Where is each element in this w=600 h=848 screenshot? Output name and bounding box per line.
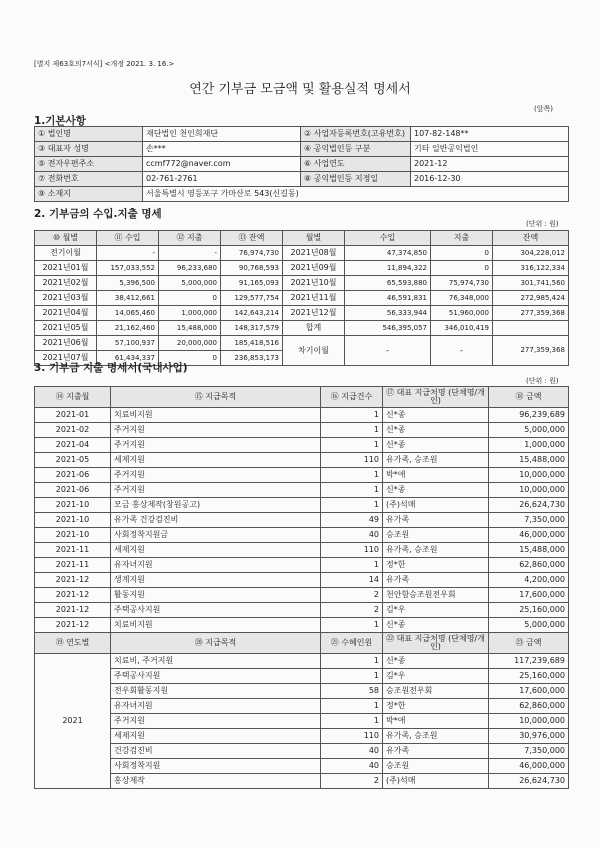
expense-row [35,483,569,498]
expense-month: 2021-10 [35,498,111,513]
yearly-beneficiaries: 1 [321,669,383,684]
income-cell: 47,374,850 [345,246,431,261]
expense-amount: 17,600,000 [489,588,569,603]
month-cell: 2021년08월 [283,246,345,261]
expense-recipient: 유가족 [383,573,489,588]
expense-purpose: 세제지원 [111,453,321,468]
section3-heading: 3. 기부금 지출 명세서(국내사업) [34,362,188,374]
expense-amount: 46,000,000 [489,528,569,543]
income-row [35,321,569,336]
yearly-recipient: 신*종 [383,654,489,669]
yearly-amount: 17,600,000 [489,684,569,699]
expense-count: 1 [321,498,383,513]
page-side-label: (앞쪽) [534,105,553,113]
expense-month: 2021-05 [35,453,111,468]
yearly-beneficiaries: 2 [321,774,383,789]
expense-purpose: 유가족 건강검진비 [111,513,321,528]
income-row [35,291,569,306]
month-cell: 전기이월 [35,246,97,261]
expense-cell: - [159,246,221,261]
balance-cell: 142,643,214 [221,306,283,321]
basic-info-row [35,172,569,187]
income-cell: 5,396,500 [97,276,159,291]
expense-amount: 25,160,000 [489,603,569,618]
expense-recipient: 유가족 [383,513,489,528]
section2-unit: (단위 : 원) [526,220,559,228]
expense-amount: 1,000,000 [489,438,569,453]
field-value: 107-82-148** [411,127,569,142]
expense-count: 40 [321,528,383,543]
expense-amount: 10,000,000 [489,468,569,483]
yearly-header-row [35,633,569,654]
expense-count: 1 [321,468,383,483]
yearly-amount: 7,350,000 [489,744,569,759]
expense-month: 2021-12 [35,573,111,588]
expense-recipient: 천안함승조원전우회 [383,588,489,603]
month-cell: 2021년05월 [35,321,97,336]
expense-month: 2021-02 [35,423,111,438]
field-label: ② 사업자등록번호(고유번호) [301,127,411,142]
income-cell: 56,333,944 [345,306,431,321]
expense-amount: 5,000,000 [489,618,569,633]
expense-cell: 0 [159,351,221,366]
income-row [35,276,569,291]
balance-cell: 301,741,560 [493,276,569,291]
expense-month: 2021-12 [35,618,111,633]
expense-count: 1 [321,618,383,633]
expense-purpose: 유자녀지원 [111,558,321,573]
expense-purpose: 세제지원 [111,543,321,558]
address-label: ⑨ 소재지 [35,187,143,202]
income-row [35,306,569,321]
expense-cell: 76,348,000 [431,291,493,306]
expense-row [35,453,569,468]
expense-purpose: 주거지원 [111,423,321,438]
column-header: ⑰ 대표 지급처명 (단체명/개인) [383,387,489,408]
field-label: ⑥ 사업연도 [301,157,411,172]
carryover-label: 차기이월 [283,336,345,366]
expense-row [35,408,569,423]
income-cell: 11,894,322 [345,261,431,276]
income-row [35,246,569,261]
expense-recipient: (주)석매 [383,498,489,513]
yearly-amount: 46,000,000 [489,759,569,774]
month-cell: 2021년07월 [35,351,97,366]
yearly-row [35,714,569,729]
expense-purpose: 치료비지원 [111,618,321,633]
balance-cell: 91,165,093 [221,276,283,291]
balance-cell [493,321,569,336]
yearly-recipient: 승조원 [383,759,489,774]
yearly-row [35,699,569,714]
expense-cell: 346,010,419 [431,321,493,336]
expense-count: 14 [321,573,383,588]
income-row [35,336,569,351]
expense-cell: 15,488,000 [159,321,221,336]
field-value: 02-761-2761 [143,172,301,187]
column-header: ㉒ 대표 지급처명 (단체명/개인) [383,633,489,654]
expense-count: 1 [321,408,383,423]
expense-recipient: 유가족, 승조원 [383,453,489,468]
expense-recipient: 유가족, 승조원 [383,543,489,558]
address-row [35,187,569,202]
expense-month: 2021-04 [35,438,111,453]
income-header-row [35,231,569,246]
expense-row [35,423,569,438]
expense-amount: 15,488,000 [489,453,569,468]
expense-count: 110 [321,453,383,468]
yearly-recipient: 박*애 [383,714,489,729]
expense-row [35,573,569,588]
expense-header-row [35,387,569,408]
column-header: ㉑ 수혜인원 [321,633,383,654]
expense-count: 49 [321,513,383,528]
field-value: 2021-12 [411,157,569,172]
yearly-amount: 10,000,000 [489,714,569,729]
expense-row [35,438,569,453]
basic-info-table [34,126,569,202]
column-header: ⑯ 지급건수 [321,387,383,408]
expense-purpose: 활동지원 [111,588,321,603]
yearly-amount: 25,160,000 [489,669,569,684]
yearly-row [35,729,569,744]
yearly-row [35,669,569,684]
expense-recipient: 김*우 [383,603,489,618]
yearly-purpose: 주택공사지원 [111,669,321,684]
expense-recipient: 신*종 [383,618,489,633]
balance-cell: 148,317,579 [221,321,283,336]
column-header: ⑳ 지급목적 [111,633,321,654]
expense-amount: 4,200,000 [489,573,569,588]
month-cell: 2021년04월 [35,306,97,321]
expense-row [35,618,569,633]
expense-purpose: 주거지원 [111,438,321,453]
yearly-beneficiaries: 1 [321,654,383,669]
month-cell: 2021년11월 [283,291,345,306]
expense-month: 2021-11 [35,558,111,573]
carryover-balance: 277,359,368 [493,336,569,366]
expense-recipient: 박*애 [383,468,489,483]
field-value: ccmf772@naver.com [143,157,301,172]
balance-cell: 76,974,730 [221,246,283,261]
yearly-beneficiaries: 1 [321,699,383,714]
yearly-recipient: (주)석매 [383,774,489,789]
expense-cell: 51,960,000 [431,306,493,321]
balance-cell: 90,768,593 [221,261,283,276]
form-reference: [별지 제63호의7서식] <개정 2021. 3. 16.> [34,60,175,68]
field-label: ⑧ 공익법인등 지정일 [301,172,411,187]
yearly-purpose: 주거지원 [111,714,321,729]
balance-cell: 185,418,516 [221,336,283,351]
field-value: 2016-12-30 [411,172,569,187]
column-header: ⑭ 지출월 [35,387,111,408]
income-cell: - [97,246,159,261]
month-cell: 2021년06월 [35,336,97,351]
address-value: 서울특별시 영등포구 가마산로 543(신길동) [143,187,569,202]
expense-recipient: 신*종 [383,423,489,438]
income-cell: 157,033,552 [97,261,159,276]
expense-count: 1 [321,558,383,573]
expense-purpose: 치료비지원 [111,408,321,423]
yearly-recipient: 김*우 [383,669,489,684]
month-cell: 2021년12월 [283,306,345,321]
expense-purpose: 주택공사지원 [111,603,321,618]
expense-cell: 75,974,730 [431,276,493,291]
income-cell: 14,065,460 [97,306,159,321]
yearly-purpose: 치료비, 주거지원 [111,654,321,669]
column-header: ㉓ 금액 [489,633,569,654]
expense-month: 2021-06 [35,483,111,498]
column-header: 지출 [431,231,493,246]
expense-cell: 0 [431,246,493,261]
yearly-beneficiaries: 40 [321,759,383,774]
expense-cell: 96,233,680 [159,261,221,276]
column-header: ⑩ 월별 [35,231,97,246]
expense-cell: 1,000,000 [159,306,221,321]
column-header: ⑮ 지급목적 [111,387,321,408]
field-label: ④ 공익법인등 구분 [301,142,411,157]
page-title: 연간 기부금 모금액 및 활용실적 명세서 [189,82,411,97]
expense-count: 1 [321,438,383,453]
expense-purpose: 모금 홍상제작(창원공고) [111,498,321,513]
income-cell: 65,593,880 [345,276,431,291]
expense-cell: 0 [159,291,221,306]
yearly-purpose: 세제지원 [111,729,321,744]
expense-cell: 5,000,000 [159,276,221,291]
yearly-row [35,654,569,669]
expense-purpose: 주거지원 [111,483,321,498]
expense-row [35,528,569,543]
expense-amount: 26,624,730 [489,498,569,513]
yearly-purpose: 유자녀지원 [111,699,321,714]
field-label: ⑤ 전자우편주소 [35,157,143,172]
income-cell: 57,100,937 [97,336,159,351]
income-row [35,261,569,276]
column-header: ⑫ 지출 [159,231,221,246]
month-cell: 2021년02월 [35,276,97,291]
column-header: ⑪ 수입 [97,231,159,246]
expense-count: 2 [321,588,383,603]
expense-amount: 7,350,000 [489,513,569,528]
expense-recipient: 승조원 [383,528,489,543]
expense-cell: 20,000,000 [159,336,221,351]
column-header: 잔액 [493,231,569,246]
yearly-purpose: 전우회활동지원 [111,684,321,699]
yearly-recipient: 유가족 [383,744,489,759]
yearly-row [35,759,569,774]
expense-month: 2021-12 [35,603,111,618]
yearly-recipient: 정*한 [383,699,489,714]
expense-purpose: 사회정착지원금 [111,528,321,543]
expense-row [35,513,569,528]
expense-recipient: 정*한 [383,558,489,573]
balance-cell: 236,853,173 [221,351,283,366]
column-header: ⑱ 금액 [489,387,569,408]
yearly-beneficiaries: 40 [321,744,383,759]
month-cell: 2021년01월 [35,261,97,276]
expense-row [35,558,569,573]
yearly-recipient: 승조원전우회 [383,684,489,699]
expense-month: 2021-06 [35,468,111,483]
expense-row [35,468,569,483]
column-header: ⑬ 잔액 [221,231,283,246]
balance-cell: 277,359,368 [493,306,569,321]
basic-info-row [35,142,569,157]
income-cell: 546,395,057 [345,321,431,336]
expense-recipient: 신*종 [383,483,489,498]
section1-heading: 1.기본사항 [34,115,86,127]
month-cell: 2021년10월 [283,276,345,291]
carryover-expense: - [431,336,493,366]
expense-count: 1 [321,483,383,498]
expense-row [35,498,569,513]
month-cell: 2021년03월 [35,291,97,306]
expense-amount: 62,860,000 [489,558,569,573]
yearly-recipient: 유가족, 승조원 [383,729,489,744]
yearly-beneficiaries: 110 [321,729,383,744]
basic-info-row [35,127,569,142]
expense-count: 1 [321,423,383,438]
income-expense-table [34,230,569,366]
column-header: 월별 [283,231,345,246]
expense-amount: 5,000,000 [489,423,569,438]
field-label: ① 법인명 [35,127,143,142]
yearly-amount: 62,860,000 [489,699,569,714]
month-cell: 합계 [283,321,345,336]
yearly-amount: 26,624,730 [489,774,569,789]
yearly-row [35,774,569,789]
yearly-row [35,684,569,699]
carryover-income: - [345,336,431,366]
expense-purpose: 생계지원 [111,573,321,588]
year-cell: 2021 [35,654,111,789]
expense-month: 2021-12 [35,588,111,603]
yearly-amount: 117,239,689 [489,654,569,669]
balance-cell: 272,985,424 [493,291,569,306]
expense-count: 110 [321,543,383,558]
field-value: 기타 일반공익법인 [411,142,569,157]
section3-unit: (단위 : 원) [526,377,559,385]
yearly-purpose: 건강검진비 [111,744,321,759]
expense-amount: 10,000,000 [489,483,569,498]
balance-cell: 304,228,012 [493,246,569,261]
column-header: ⑲ 연도별 [35,633,111,654]
column-header: 수입 [345,231,431,246]
balance-cell: 316,122,334 [493,261,569,276]
yearly-row [35,744,569,759]
month-cell: 2021년09월 [283,261,345,276]
balance-cell: 129,577,754 [221,291,283,306]
expense-month: 2021-10 [35,528,111,543]
expense-purpose: 주거지원 [111,468,321,483]
expense-month: 2021-10 [35,513,111,528]
expense-row [35,543,569,558]
expense-recipient: 신*종 [383,408,489,423]
field-label: ⑦ 전화번호 [35,172,143,187]
section2-heading: 2. 기부금의 수입.지출 명세 [34,208,162,220]
field-value: 재단법인 천인희재단 [143,127,301,142]
expense-detail-table [34,386,569,789]
expense-month: 2021-01 [35,408,111,423]
expense-row [35,603,569,618]
income-cell: 46,591,831 [345,291,431,306]
expense-count: 2 [321,603,383,618]
expense-month: 2021-11 [35,543,111,558]
field-value: 손*** [143,142,301,157]
income-cell: 21,162,460 [97,321,159,336]
yearly-beneficiaries: 58 [321,684,383,699]
yearly-beneficiaries: 1 [321,714,383,729]
income-cell: 38,412,661 [97,291,159,306]
income-cell: 61,434,337 [97,351,159,366]
yearly-purpose: 홍상제작 [111,774,321,789]
basic-info-row [35,157,569,172]
expense-amount: 15,488,000 [489,543,569,558]
expense-recipient: 신*종 [383,438,489,453]
expense-amount: 96,239,689 [489,408,569,423]
field-label: ③ 대표자 성명 [35,142,143,157]
expense-row [35,588,569,603]
yearly-amount: 30,976,000 [489,729,569,744]
expense-cell: 0 [431,261,493,276]
yearly-purpose: 사회정착지원 [111,759,321,774]
